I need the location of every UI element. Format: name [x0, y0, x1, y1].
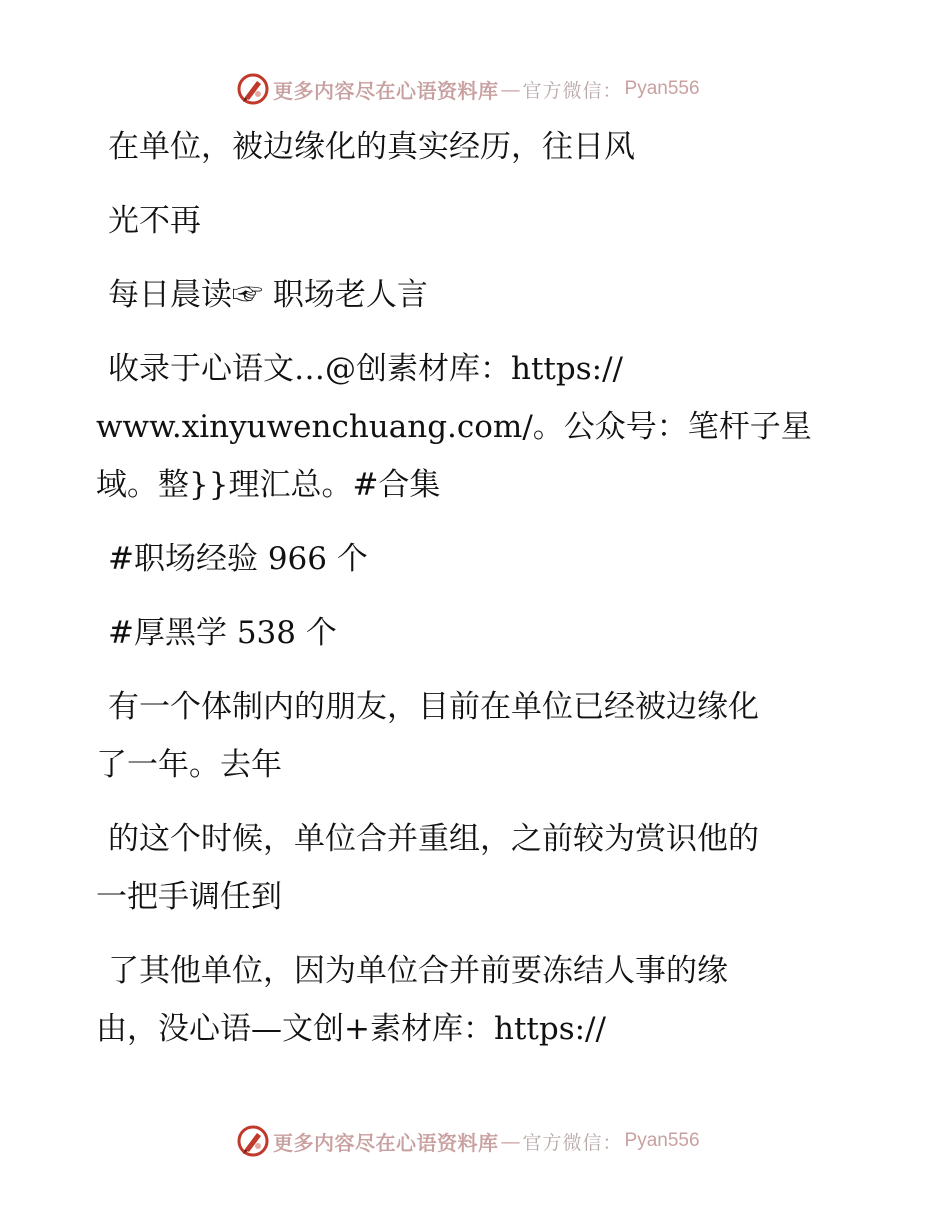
watermark-official: 官方微信：: [522, 1131, 623, 1154]
text-line: #职场经验 966 个: [108, 541, 368, 577]
watermark-site: 更多内容尽在心语资料库: [273, 78, 499, 103]
watermark-dash: —: [500, 77, 521, 101]
text-line: 了其他单位，因为单位合并前要冻结人事的缘: [108, 953, 728, 989]
text-line: 收录于心语文…@创素材库：https://: [108, 351, 623, 387]
text-line: 光不再: [108, 203, 201, 239]
watermark-official: 官方微信：: [522, 79, 623, 102]
text-line: www.xinyuwenchuang.com/。公众号：笔杆子星: [96, 409, 812, 445]
text-line: 每日晨读☞ 职场老人言: [108, 277, 428, 313]
text-line: 有一个体制内的朋友，目前在单位已经被边缘化: [108, 689, 759, 725]
watermark-id: Pyan556: [624, 78, 700, 99]
text-line: 一把手调任到: [96, 879, 282, 915]
footer-watermark: [236, 1124, 700, 1158]
pen-logo-icon: [236, 72, 270, 106]
watermark-id: Pyan556: [624, 1130, 700, 1151]
text-line: #厚黑学 538 个: [108, 615, 337, 651]
text-line: 了一年。去年: [96, 747, 282, 783]
watermark-dash: —: [500, 1129, 521, 1153]
text-line: 在单位，被边缘化的真实经历，往日风: [108, 129, 635, 165]
watermark-site: 更多内容尽在心语资料库: [273, 1130, 499, 1155]
text-line: 的这个时候，单位合并重组，之前较为赏识他的: [108, 821, 759, 857]
header-watermark: [236, 72, 700, 106]
text-line: 由，没心语—文创+素材库：https://: [96, 1011, 606, 1047]
document-body: [96, 118, 836, 1058]
text-line: 域。整}}理汇总。#合集: [96, 467, 441, 503]
pen-logo-icon: [236, 1124, 270, 1158]
